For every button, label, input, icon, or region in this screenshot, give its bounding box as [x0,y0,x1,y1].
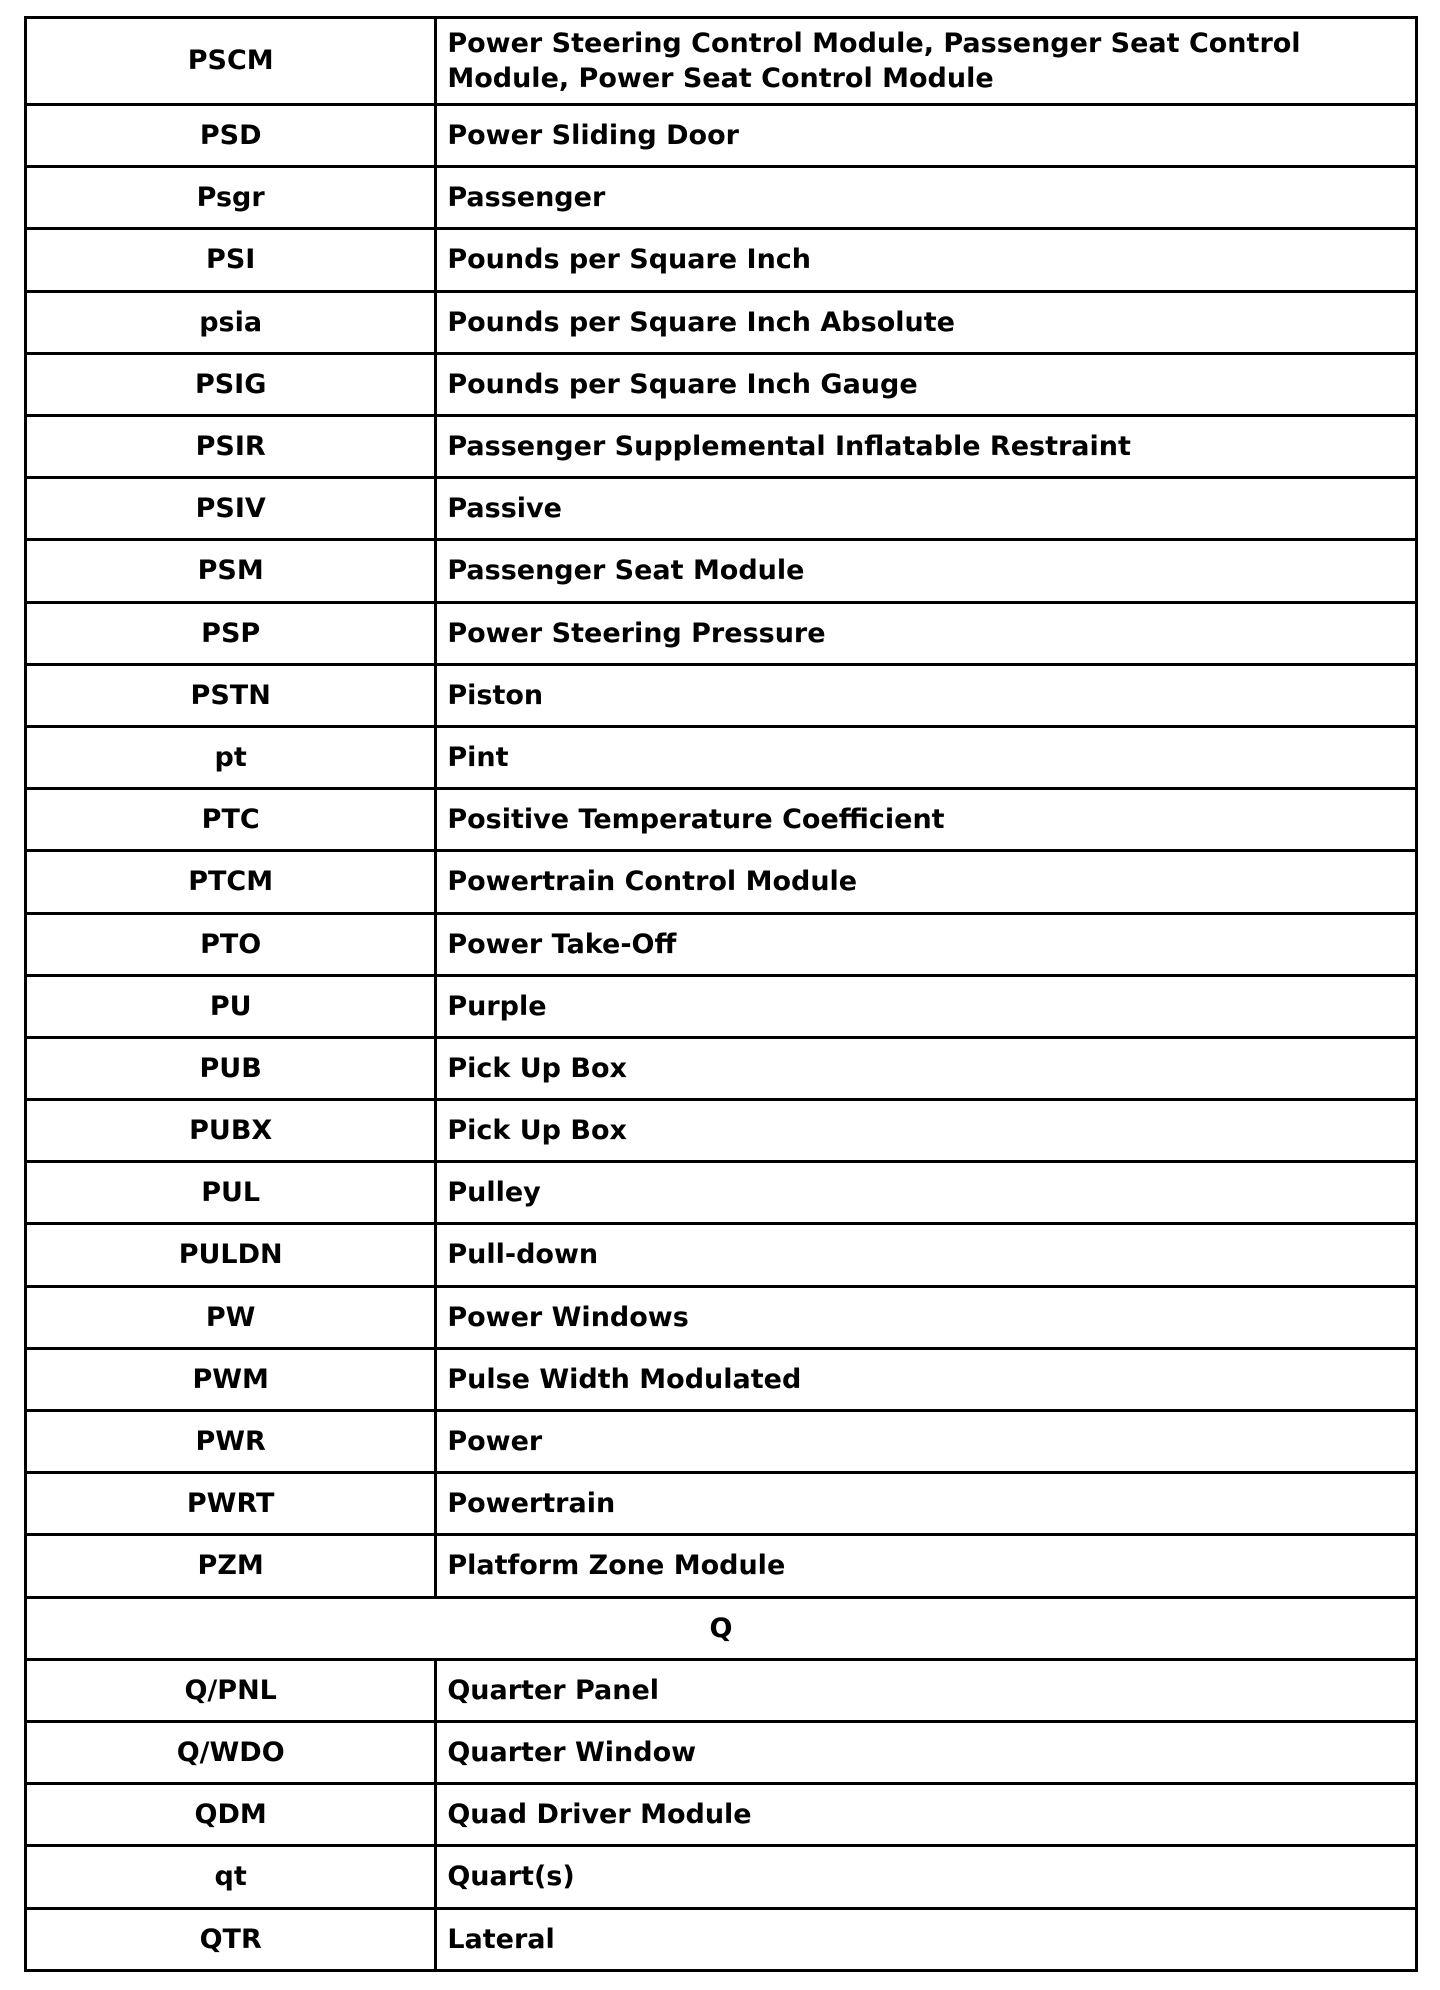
meaning-cell: Pounds per Square Inch Gauge [436,353,1417,415]
abbreviation-cell: Psgr [26,167,436,229]
meaning-cell: Power Windows [436,1286,1417,1348]
abbreviation-cell: psia [26,291,436,353]
abbreviation-cell: PSD [26,105,436,167]
meaning-cell: Positive Temperature Coefficient [436,789,1417,851]
meaning-cell: Pounds per Square Inch [436,229,1417,291]
meaning-cell: Pick Up Box [436,1037,1417,1099]
abbreviation-cell: PSCM [26,18,436,105]
meaning-cell: Power Steering Control Module, Passenger Seat Control Module, Power Seat Control Module [436,18,1417,105]
meaning-cell: Passive [436,478,1417,540]
table-row [26,789,1417,851]
table-row [26,913,1417,975]
table-row [26,664,1417,726]
abbreviation-cell: PTCM [26,851,436,913]
abbreviation-cell: PSTN [26,664,436,726]
table-row [26,1037,1417,1099]
table-row [26,353,1417,415]
meaning-cell: Powertrain [436,1473,1417,1535]
meaning-cell: Passenger Seat Module [436,540,1417,602]
abbreviation-cell: PUB [26,1037,436,1099]
meaning-cell: Pint [436,726,1417,788]
table-row [26,1348,1417,1410]
table-row [26,167,1417,229]
abbreviation-cell: PWR [26,1411,436,1473]
meaning-cell: Piston [436,664,1417,726]
table-row [26,105,1417,167]
abbreviation-cell: PUBX [26,1100,436,1162]
abbreviation-cell: PW [26,1286,436,1348]
abbreviation-cell: Q/PNL [26,1659,436,1721]
table-row [26,1411,1417,1473]
abbreviation-cell: PSM [26,540,436,602]
abbreviation-table [24,16,1418,1972]
table-row [26,18,1417,105]
table-body [26,18,1417,1971]
abbreviation-cell: PWRT [26,1473,436,1535]
table-row [26,1224,1417,1286]
table-row [26,1162,1417,1224]
table-row [26,726,1417,788]
meaning-cell: Quarter Panel [436,1659,1417,1721]
abbreviation-cell: PSIG [26,353,436,415]
meaning-cell: Pulse Width Modulated [436,1348,1417,1410]
table-row [26,851,1417,913]
abbreviation-cell: PSIR [26,416,436,478]
abbreviation-cell: PUL [26,1162,436,1224]
meaning-cell: Purple [436,975,1417,1037]
meaning-cell: Power Steering Pressure [436,602,1417,664]
meaning-cell: Quart(s) [436,1846,1417,1908]
table-row [26,478,1417,540]
abbreviation-cell: PTC [26,789,436,851]
section-header: Q [26,1597,1417,1659]
meaning-cell: Passenger [436,167,1417,229]
table-row [26,1721,1417,1783]
abbreviation-cell: PU [26,975,436,1037]
abbreviation-cell: QDM [26,1784,436,1846]
table-row [26,540,1417,602]
abbreviation-cell: PSI [26,229,436,291]
meaning-cell: Powertrain Control Module [436,851,1417,913]
meaning-cell: Power Take-Off [436,913,1417,975]
table-row [26,602,1417,664]
table-row [26,416,1417,478]
table-row [26,975,1417,1037]
table-row [26,1100,1417,1162]
abbreviation-cell: PTO [26,913,436,975]
meaning-cell: Quad Driver Module [436,1784,1417,1846]
abbreviation-cell: PWM [26,1348,436,1410]
meaning-cell: Lateral [436,1908,1417,1971]
abbreviation-cell: pt [26,726,436,788]
abbreviation-cell: PSP [26,602,436,664]
meaning-cell: Pounds per Square Inch Absolute [436,291,1417,353]
abbreviation-cell: PZM [26,1535,436,1597]
table-row [26,1535,1417,1597]
abbreviation-cell: PULDN [26,1224,436,1286]
meaning-cell: Power [436,1411,1417,1473]
meaning-cell: Pull-down [436,1224,1417,1286]
abbreviation-cell: PSIV [26,478,436,540]
section-row [26,1597,1417,1659]
abbreviation-cell: QTR [26,1908,436,1971]
meaning-cell: Pick Up Box [436,1100,1417,1162]
table-row [26,1908,1417,1971]
abbreviation-cell: Q/WDO [26,1721,436,1783]
table-row [26,1473,1417,1535]
meaning-cell: Quarter Window [436,1721,1417,1783]
table-row [26,1286,1417,1348]
table-row [26,1784,1417,1846]
meaning-cell: Platform Zone Module [436,1535,1417,1597]
meaning-cell: Power Sliding Door [436,105,1417,167]
table-row [26,229,1417,291]
meaning-cell: Passenger Supplemental Inflatable Restraint [436,416,1417,478]
table-row [26,1846,1417,1908]
abbreviation-cell: qt [26,1846,436,1908]
meaning-cell: Pulley [436,1162,1417,1224]
table-row [26,1659,1417,1721]
table-row [26,291,1417,353]
